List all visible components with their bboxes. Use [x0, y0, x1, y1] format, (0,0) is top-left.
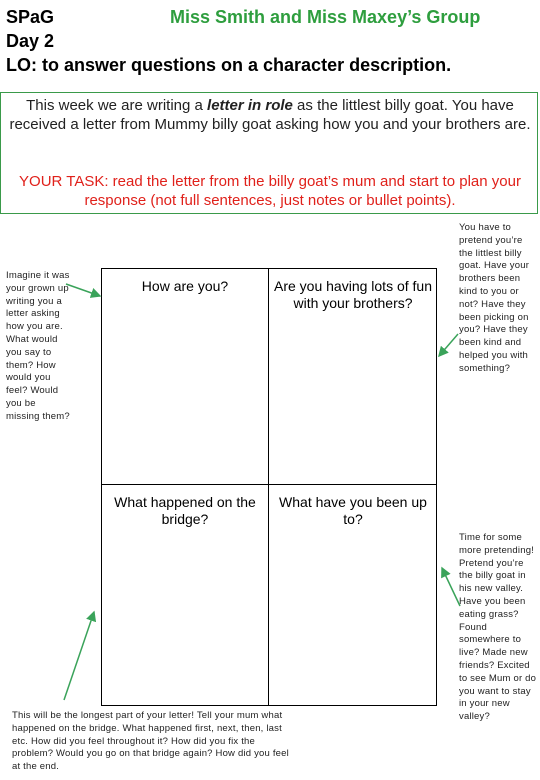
subject-label: SPaG	[6, 7, 55, 27]
arrow-bottom-icon	[64, 612, 94, 700]
intro-part2: as the littlest billy goat. You have received a letter from Mummy billy goat asking how you and your brothers are.	[9, 97, 531, 133]
note-bottom: This will be the longest part of your letter! Tell your mum what happened on the bridge. What happened first, next, then, last etc. How did you feel throughout it? How did you fix the problem? Would you go on that bridge again? How did you feel at the end.	[12, 710, 289, 773]
task-text: YOUR TASK: read the letter from the billy goat’s mum and start to plan your response (not full sentences, just notes or bullet points).	[19, 173, 521, 209]
group-title: Miss Smith and Miss Maxey’s Group	[170, 7, 481, 27]
note-left: Imagine it was your grown up writing you a letter asking how you are. What would you say to them? How would you feel? Would you be missing them?	[6, 270, 70, 422]
note-right-bottom: Time for some more pretending! Pretend you’re the billy goat in his new valley. Have you been eating grass? Found somewhere to live? Made new friends? Excited to see Mum or do you want to stay in your new valley?	[459, 532, 537, 723]
question-how-are-you: How are you?	[141, 278, 229, 294]
arrow-right-top-icon	[439, 334, 458, 356]
learning-objective: LO: to answer questions on a character description.	[6, 55, 452, 75]
arrow-right-bottom-icon	[442, 568, 460, 606]
question-bridge: What happened on the bridge?	[114, 494, 256, 527]
question-up-to: What have you been up to?	[279, 494, 427, 527]
intro-part1: This week we are writing a	[26, 97, 208, 114]
arrow-left-icon	[66, 284, 100, 296]
note-right-top: You have to pretend you’re the littlest billy goat. Have your brothers been kind to you or not? Have they been picking on you? Have they been kind and helped you with something?	[459, 222, 530, 374]
question-fun-with-brothers: Are you having lots of fun with your brothers?	[274, 278, 432, 311]
intro-emphasis: letter in role	[207, 97, 293, 114]
day-label: Day 2	[6, 31, 55, 51]
